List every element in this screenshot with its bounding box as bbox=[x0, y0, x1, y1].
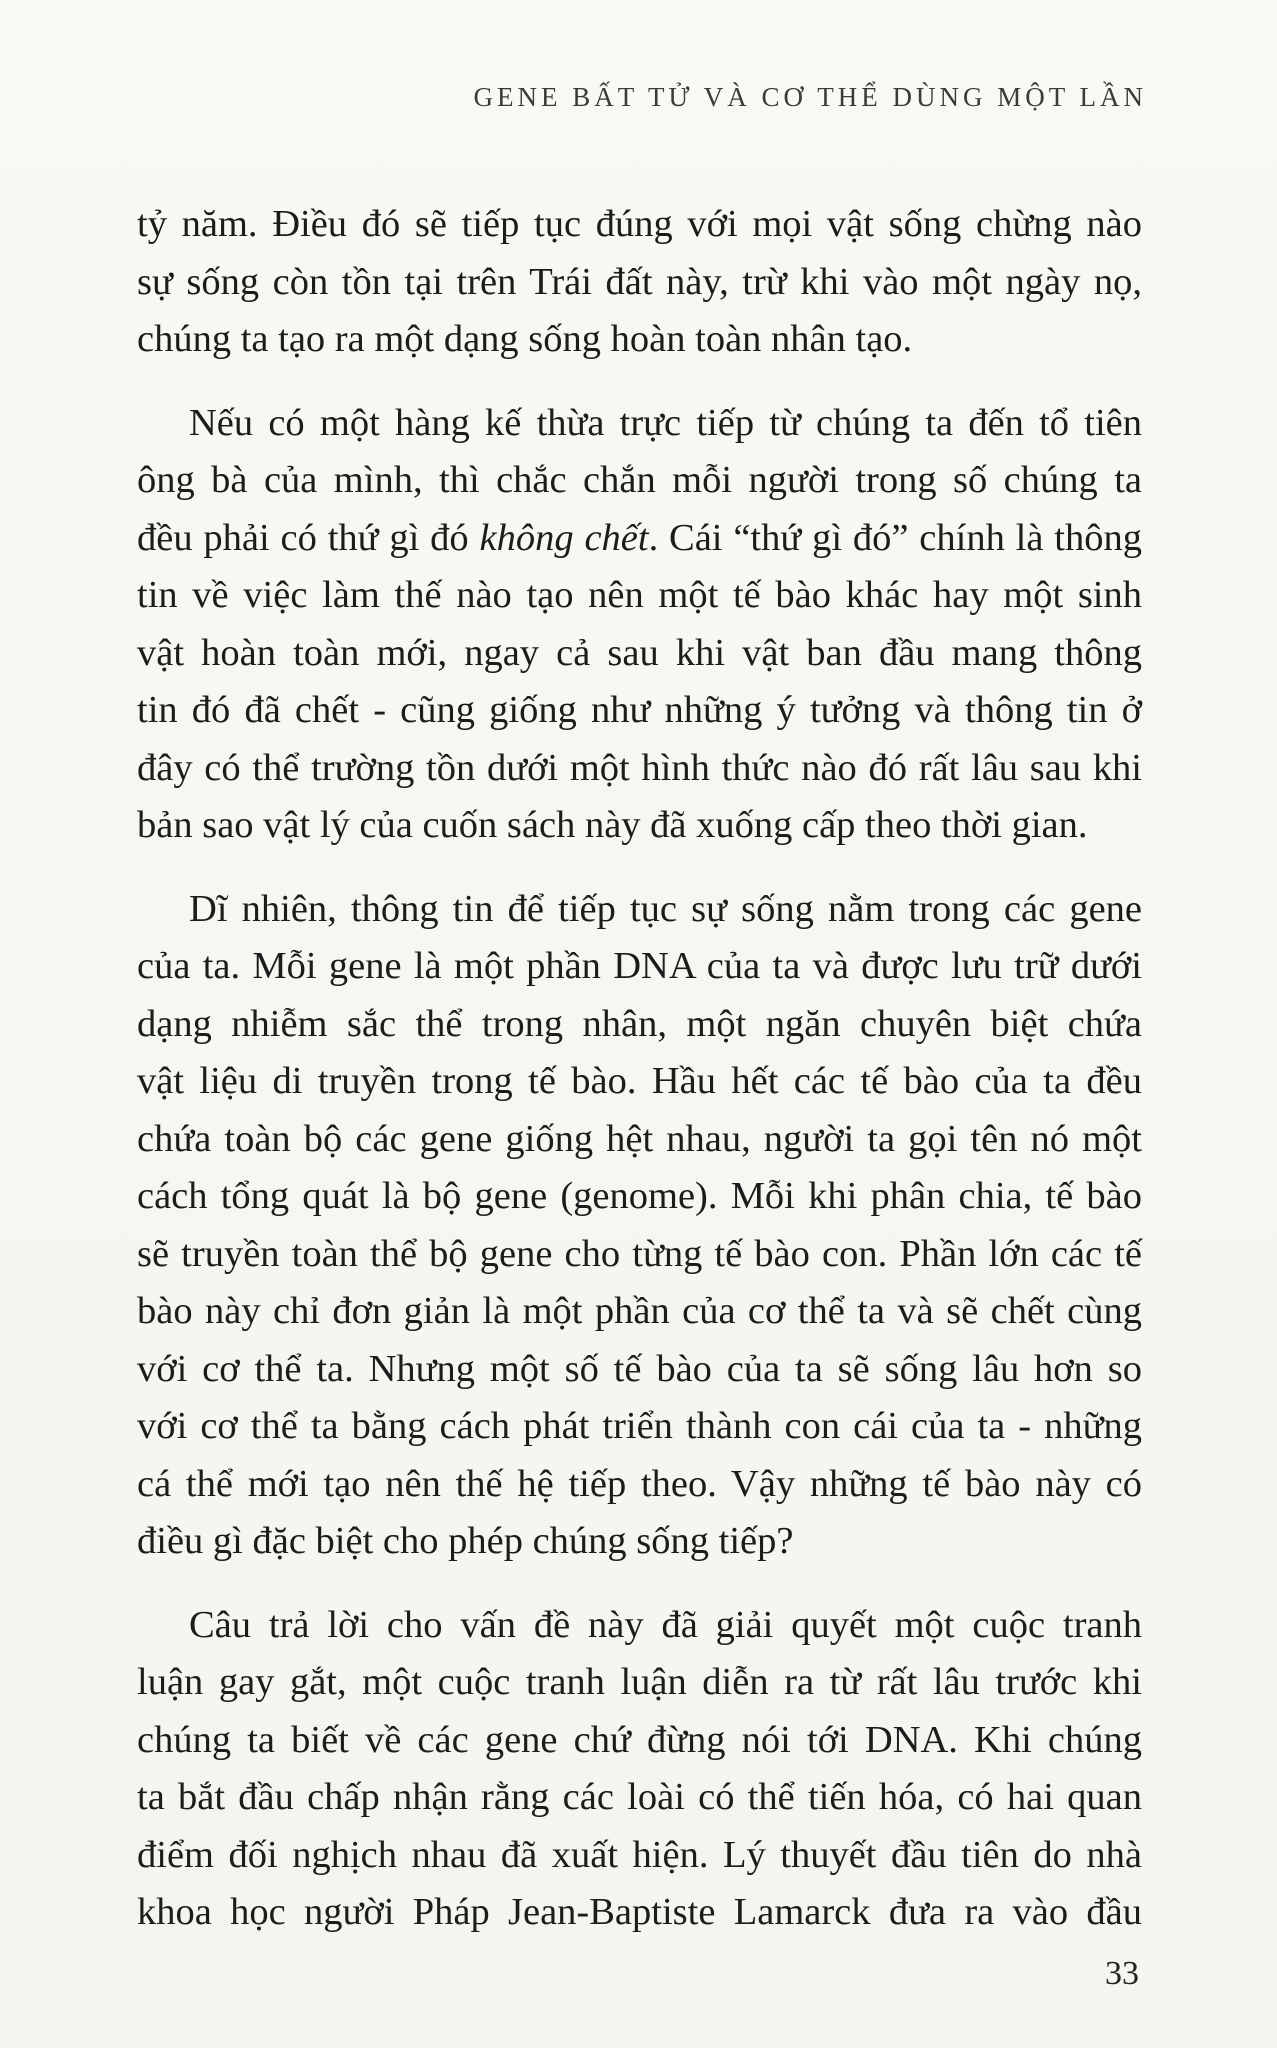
text-line: ta bắt đầu chấp nhận rằng các loài có thể tiến hóa, có hai quan bbox=[137, 1776, 1142, 1818]
body-text bbox=[137, 196, 1142, 1942]
italic-text: không chết bbox=[479, 516, 649, 559]
text-line: của ta. Mỗi gene là một phần DNA của ta và được lưu trữ dưới bbox=[137, 945, 1142, 987]
text-line: bào này chỉ đơn giản là một phần của cơ thể ta và sẽ chết cùng bbox=[137, 1290, 1142, 1332]
text-line: tin về việc làm thế nào tạo nên một tế bào khác hay một sinh bbox=[137, 574, 1142, 616]
paragraph bbox=[137, 196, 1142, 369]
text-line: chúng ta biết về các gene chứ đừng nói tới DNA. Khi chúng bbox=[137, 1718, 1142, 1761]
text-line: điểm đối nghịch nhau đã xuất hiện. Lý thuyết đầu tiên do nhà bbox=[137, 1833, 1142, 1876]
text-line: đều phải có thứ gì đó không chết. Cái “thứ gì đó” chính là thông bbox=[137, 516, 1142, 559]
text-line: vật hoàn toàn mới, ngay cả sau khi vật ban đầu mang thông bbox=[137, 631, 1142, 674]
text-line: với cơ thể ta. Nhưng một số tế bào của ta sẽ sống lâu hơn so bbox=[137, 1347, 1142, 1390]
text-line: sự sống còn tồn tại trên Trái đất này, trừ khi vào một ngày nọ, bbox=[137, 260, 1142, 303]
text-line: cách tổng quát là bộ gene (genome). Mỗi khi phân chia, tế bào bbox=[137, 1175, 1142, 1217]
text-line: chúng ta tạo ra một dạng sống hoàn toàn nhân tạo. bbox=[137, 318, 913, 360]
text-line: Dĩ nhiên, thông tin để tiếp tục sự sống nằm trong các gene bbox=[189, 887, 1142, 930]
text-line: Nếu có một hàng kế thừa trực tiếp từ chúng ta đến tổ tiên bbox=[189, 401, 1142, 444]
text-line: ông bà của mình, thì chắc chắn mỗi người trong số chúng ta bbox=[137, 459, 1142, 501]
text-line: khoa học người Pháp Jean-Baptiste Lamarck đưa ra vào đầu bbox=[137, 1891, 1142, 1933]
text-line: dạng nhiễm sắc thể trong nhân, một ngăn chuyên biệt chứa bbox=[137, 1002, 1142, 1045]
page-number: 33 bbox=[1105, 1955, 1139, 1992]
text-line: vật liệu di truyền trong tế bào. Hầu hết các tế bào của ta đều bbox=[137, 1060, 1142, 1102]
text-line: tin đó đã chết - cũng giống như những ý tưởng và thông tin ở bbox=[137, 689, 1142, 731]
text-line: với cơ thể ta bằng cách phát triển thành con cái của ta - những bbox=[137, 1405, 1142, 1447]
text-line: đây có thể trường tồn dưới một hình thức nào đó rất lâu sau khi bbox=[137, 746, 1142, 789]
text-line: bản sao vật lý của cuốn sách này đã xuống cấp theo thời gian. bbox=[137, 804, 1088, 846]
text-line: Câu trả lời cho vấn đề này đã giải quyết một cuộc tranh bbox=[189, 1603, 1142, 1646]
running-head: GENE BẤT TỬ VÀ CƠ THỂ DÙNG MỘT LẦN bbox=[473, 82, 1147, 112]
text-line: sẽ truyền toàn thể bộ gene cho từng tế bào con. Phần lớn các tế bbox=[137, 1232, 1142, 1275]
text-line: tỷ năm. Điều đó sẽ tiếp tục đúng với mọi vật sống chừng nào bbox=[137, 203, 1142, 245]
text-line: chứa toàn bộ các gene giống hệt nhau, người ta gọi tên nó một bbox=[137, 1117, 1142, 1160]
text-line: luận gay gắt, một cuộc tranh luận diễn ra từ rất lâu trước khi bbox=[137, 1661, 1142, 1703]
text-line: cá thể mới tạo nên thế hệ tiếp theo. Vậy những tế bào này có bbox=[137, 1462, 1142, 1505]
paragraph bbox=[137, 1597, 1142, 1942]
text-line: điều gì đặc biệt cho phép chúng sống tiếp? bbox=[137, 1520, 794, 1562]
paragraph bbox=[137, 395, 1142, 855]
paragraph bbox=[137, 881, 1142, 1571]
